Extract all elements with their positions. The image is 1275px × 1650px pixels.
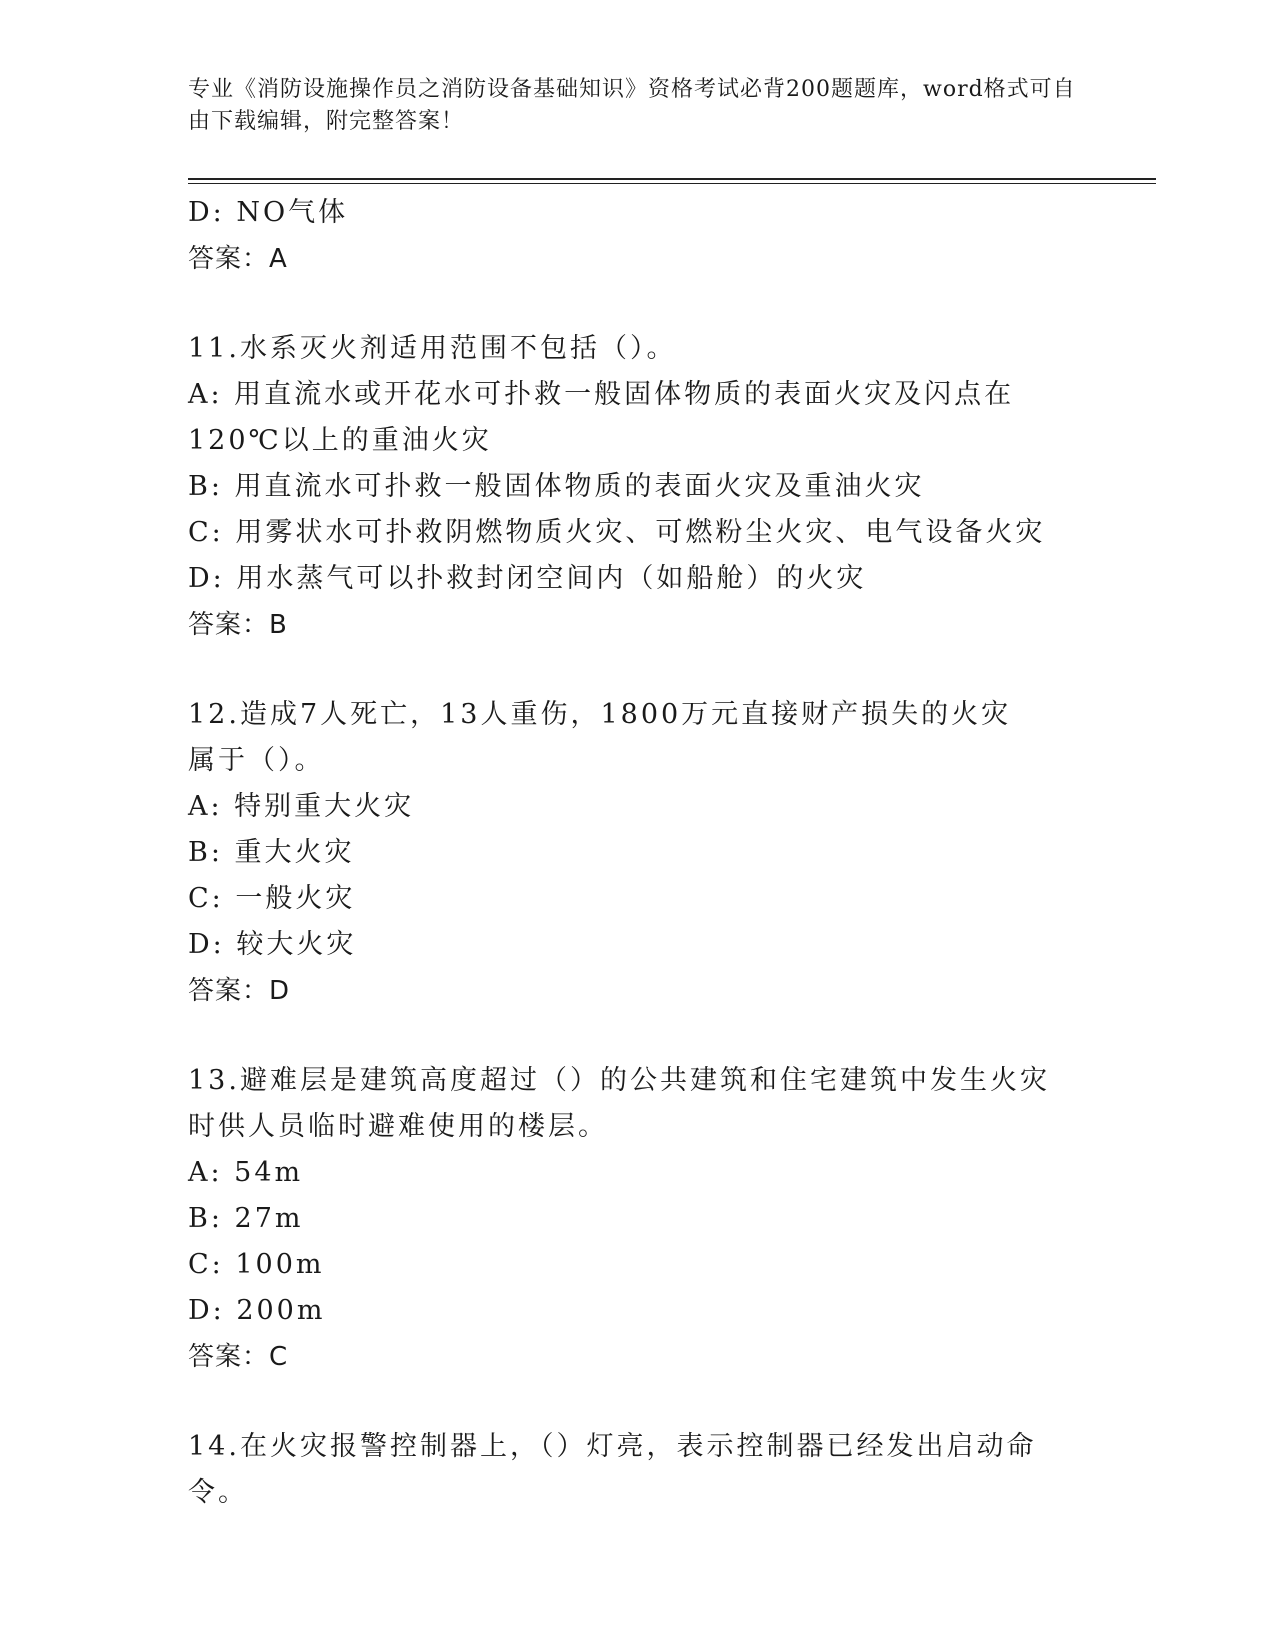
- prev-option-d: D: NO气体: [188, 197, 349, 228]
- option-c: C: 用雾状水可扑救阴燃物质火灾、可燃粉尘火灾、电气设备火灾: [188, 517, 1046, 548]
- question-gap: [188, 282, 1088, 326]
- question-gap: [188, 1380, 1088, 1424]
- question-13: [188, 1058, 1088, 1380]
- question-gap: [188, 648, 1088, 692]
- question-stem: 13.避难层是建筑高度超过（）的公共建筑和住宅建筑中发生火灾时供人员临时避难使用的楼层。: [188, 1065, 1050, 1142]
- option-a: A: 用直流水或开花水可扑救一般固体物质的表面火灾及闪点在120℃以上的重油火灾: [188, 379, 1015, 456]
- document-body: [188, 190, 1088, 1516]
- question-stem: 14.在火灾报警控制器上，（）灯亮，表示控制器已经发出启动命令。: [188, 1431, 1037, 1508]
- option-d: D: 用水蒸气可以扑救封闭空间内（如船舱）的火灾: [188, 563, 867, 594]
- question-12: [188, 692, 1088, 1014]
- answer: 答案：B: [188, 610, 288, 640]
- question-14: [188, 1424, 1088, 1516]
- question-11: [188, 326, 1088, 648]
- question-stem: 12.造成7人死亡，13人重伤，1800万元直接财产损失的火灾属于（）。: [188, 699, 1012, 776]
- option-b: B: 重大火灾: [188, 837, 355, 868]
- header-divider: [188, 178, 1156, 180]
- answer: 答案：C: [188, 1342, 289, 1372]
- option-c: C: 一般火灾: [188, 883, 356, 914]
- option-d: D: 200m: [188, 1295, 326, 1326]
- option-b: B: 用直流水可扑救一般固体物质的表面火灾及重油火灾: [188, 471, 925, 502]
- page-header: 专业《消防设施操作员之消防设备基础知识》资格考试必背200题题库，word格式可自由下载编辑，附完整答案！: [188, 77, 1076, 134]
- header-divider-secondary: [188, 183, 1156, 184]
- answer: 答案：D: [188, 976, 291, 1006]
- question-gap: [188, 1014, 1088, 1058]
- option-b: B: 27m: [188, 1203, 304, 1234]
- option-d: D: 较大火灾: [188, 929, 357, 960]
- question-stem: 11.水系灭火剂适用范围不包括（）。: [188, 333, 677, 364]
- prev-answer: 答案：A: [188, 244, 288, 274]
- option-a: A: 54m: [188, 1157, 304, 1188]
- option-c: C: 100m: [188, 1249, 325, 1280]
- option-a: A: 特别重大火灾: [188, 791, 415, 822]
